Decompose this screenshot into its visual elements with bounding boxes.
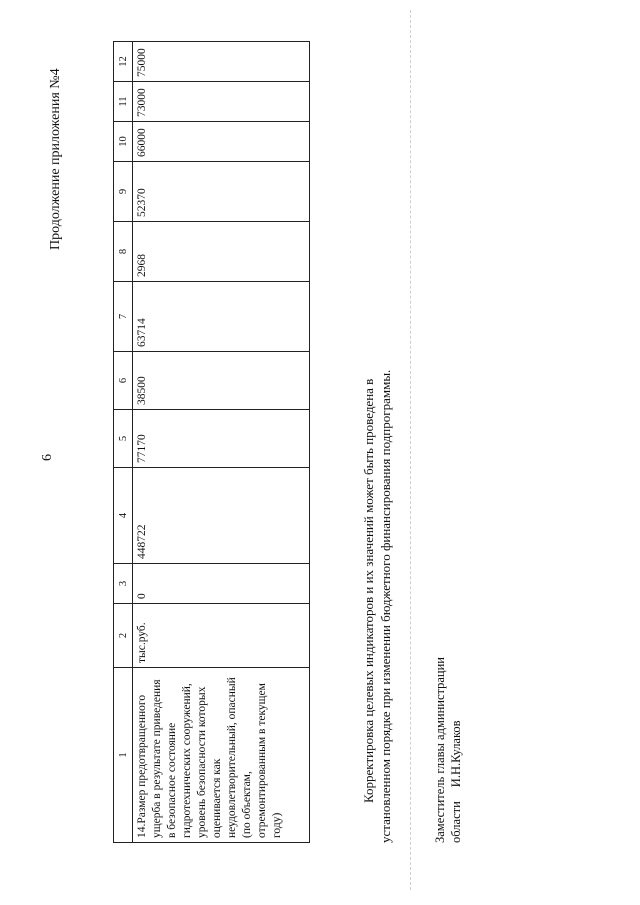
signature-block: [432, 657, 464, 843]
signature-name: И.Н.Кулаков: [449, 720, 463, 788]
column-header: 6: [114, 352, 133, 410]
table-header-row: [114, 42, 133, 843]
value-cell: 38500: [133, 352, 310, 410]
column-header: 11: [114, 82, 133, 122]
column-header: 8: [114, 222, 133, 282]
signature-position: Заместитель главы администрации: [433, 657, 447, 843]
column-header: 7: [114, 282, 133, 352]
column-header: 3: [114, 564, 133, 604]
value-cell: 63714: [133, 282, 310, 352]
unit-cell: тыс.руб.: [133, 604, 310, 668]
correction-note: Корректировка целевых индикаторов и их значений может быть проведена в установленном порядке при изменении бюджетного финансирования подпрограммы.: [361, 369, 393, 843]
value-cell: 2968: [133, 222, 310, 282]
value-cell: 75000: [133, 42, 310, 82]
table-row: [133, 42, 310, 843]
column-header: 2: [114, 604, 133, 668]
signature-region: области: [449, 801, 463, 843]
signature-line: [448, 657, 464, 843]
column-header: 4: [114, 468, 133, 564]
column-header: 5: [114, 410, 133, 468]
value-cell: 73000: [133, 82, 310, 122]
indicator-cell: 14.Размер предотвращенного ущерба в результате приведения в безопасное состояние гидротехнических сооружений, уровень безопасности которых оценивается как неудовлетворительный, опасный (по объектам, отремонтированным в текущем году): [133, 668, 310, 843]
value-cell: 77170: [133, 410, 310, 468]
column-header: 9: [114, 162, 133, 222]
value-cell: 52370: [133, 162, 310, 222]
indicator-table: [113, 41, 310, 843]
page-number: 6: [40, 454, 55, 461]
value-cell: 0: [133, 564, 310, 604]
column-header: 12: [114, 42, 133, 82]
value-cell: 448722: [133, 468, 310, 564]
column-header: 10: [114, 122, 133, 162]
column-header: 1: [114, 668, 133, 843]
value-cell: 66000: [133, 122, 310, 162]
appendix-title: Продолжение приложения №4: [48, 68, 63, 250]
